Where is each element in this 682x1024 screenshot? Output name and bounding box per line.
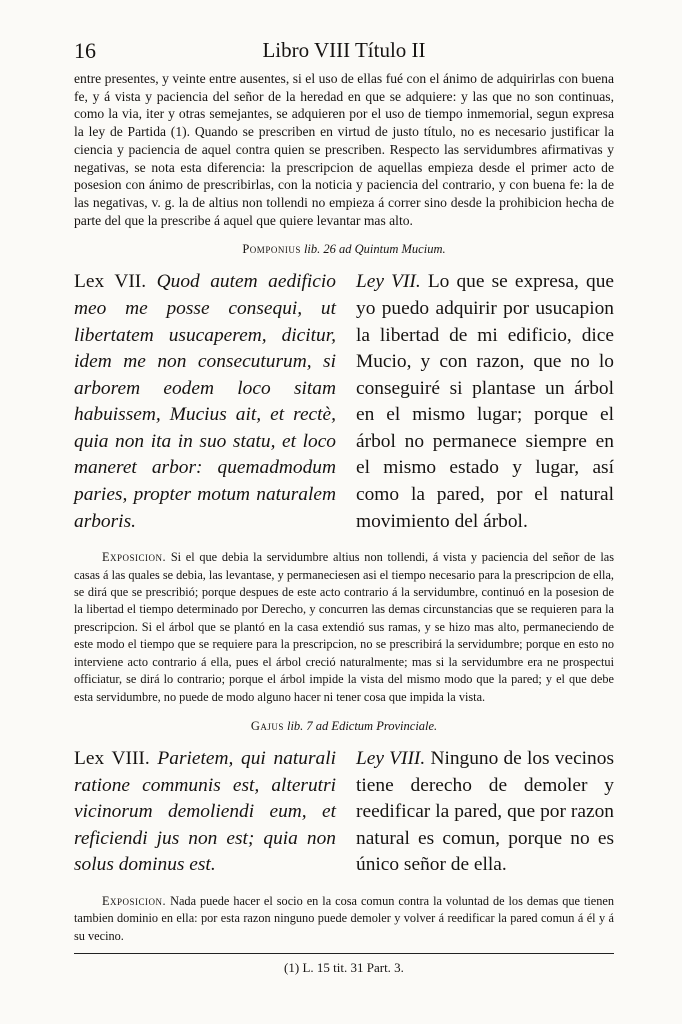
section1-spanish-column	[356, 269, 614, 535]
section2-latin-lead: Lex VIII.	[74, 747, 150, 769]
section2-columns	[74, 746, 614, 879]
page-header	[74, 36, 614, 70]
section1-latin-lead: Lex VII.	[74, 271, 147, 293]
footnote	[74, 960, 614, 976]
section2-spanish-text: Ninguno de los vecinos tiene derecho de demoler y reedificar la pared, que por razon natural es comun, porque no es único señor de ella.	[356, 747, 614, 876]
section2-latin-text: Parietem, qui naturali ratione communis est, alterutri vicinorum demoliendi eum, et reficiendi jus non est; quia non solus dominus est.	[74, 747, 336, 876]
page-number: 16	[74, 38, 96, 63]
section1-spanish-lead: Ley VII.	[356, 271, 421, 293]
footnote-mark: (1)	[284, 960, 300, 975]
section1-caption	[74, 242, 614, 257]
section2-caption-ref: lib. 7 ad Edictum Provinciale.	[286, 718, 438, 733]
section1-columns	[74, 269, 614, 535]
section1-caption-ref: lib. 26 ad Quintum Mucium.	[303, 242, 446, 257]
section2-exposition-label: Exposicion.	[102, 893, 167, 908]
footnote-rule	[74, 953, 614, 954]
section1-latin-column	[74, 269, 336, 535]
section1-exposition	[74, 549, 614, 706]
section1-spanish-text: Lo que se expresa, que yo puedo adquirir por usucapion la libertad de mi edificio, dice Mucio, y con razon, que no lo conseguiré si plantase un árbol en el mismo lugar; porque el árbol no permanece siempre en el mismo estado y lugar, así como la pared, por el natural movimiento del árbol.	[356, 271, 614, 532]
intro-paragraph: entre presentes, y veinte entre ausentes, si el uso de ellas fué con el ánimo de adquirirlas con buena fe, y á vista y paciencia del señor de la heredad en que se adquiere: y las que no son continuas, como la via, iter y otras semejantes, se adquieren por el uso de tiempo inmemorial, segun expresa la ley de Partida (1). Quando se prescriben en virtud de justo título, no es necesario justificar la ciencia y paciencia de aquel contra quien se prescriben. Respecto las servidumbres afirmativas y negativas, se nota esta diferencia: la prescripcion de aquellas empieza desde el primer acto de posesion con ánimo de prescribirlas, con la noticia y paciencia del contrario, y con buena fe: la de las negativas, v. g. la de altius non tollendi no empieza á correr sino desde la prohibicion hecha de parte del que la prescribe á aquel que quiere levantar mas alto.	[74, 71, 614, 228]
section1-exposition-text: Si el que debia la servidumbre altius non tollendi, á vista y paciencia del señor de las casas á las quales se debia, las levantase, y permaneciesen asi el tiempo necesario para la prescripcion de ella, se dirá que se prescribió; porque despues de este acto contrario á la servidumbre, continuó en la posesion de la libertad el tiempo determinado por Derecho, y concurren las demas circunstancias que se requieren para la prescripcion. Si el árbol que se plantó en la casa extendió sus ramas, y se hizo mas alto, permaneciendo de este modo el tiempo que se requiere para la prescripcion, no se prescribirá la servidumbre; porque en esto no interviene acto contrario á ella, pues el árbol creció naturalmente; mas si la servidumbre era ne prospectui officiatur, se dirá lo contrario; porque el árbol impide la vista del mismo modo que la pared; y el que debe esta servidumbre, no puede de modo alguno hacer ni tener cosa que impida la vista.	[74, 550, 614, 704]
section2-caption-author: Gajus	[250, 718, 284, 733]
book-page	[74, 36, 614, 945]
section2-caption	[74, 719, 614, 734]
footnote-text: L. 15 tit. 31 Part. 3.	[302, 960, 404, 975]
section2-spanish-column	[356, 746, 614, 879]
running-title: Libro VIII Título II	[262, 38, 426, 62]
section2-latin-column	[74, 746, 336, 879]
section1-latin-text: Quod autem aedificio meo me posse consequi, ut libertatem usucaperem, dicitur, idem me non consecuturum, si arborem eodem loco sitam habuissem, Mucius ait, et rectè, quia non ita in suo statu, et loco maneret arbor: quemadmodum paries, propter motum naturalem arboris.	[74, 271, 336, 532]
section2-exposition-text: Nada puede hacer el socio en la cosa comun contra la voluntad de los demas que tienen tambien dominio en ella: por esta razon ninguno puede demoler y volver á reedificar la pared comun á él y á su vecino.	[74, 893, 615, 943]
section1-exposition-label: Exposicion.	[102, 550, 167, 565]
section2-spanish-lead: Ley VIII.	[356, 747, 426, 769]
section1-caption-author: Pomponius	[242, 242, 301, 257]
section2-exposition	[74, 893, 614, 945]
